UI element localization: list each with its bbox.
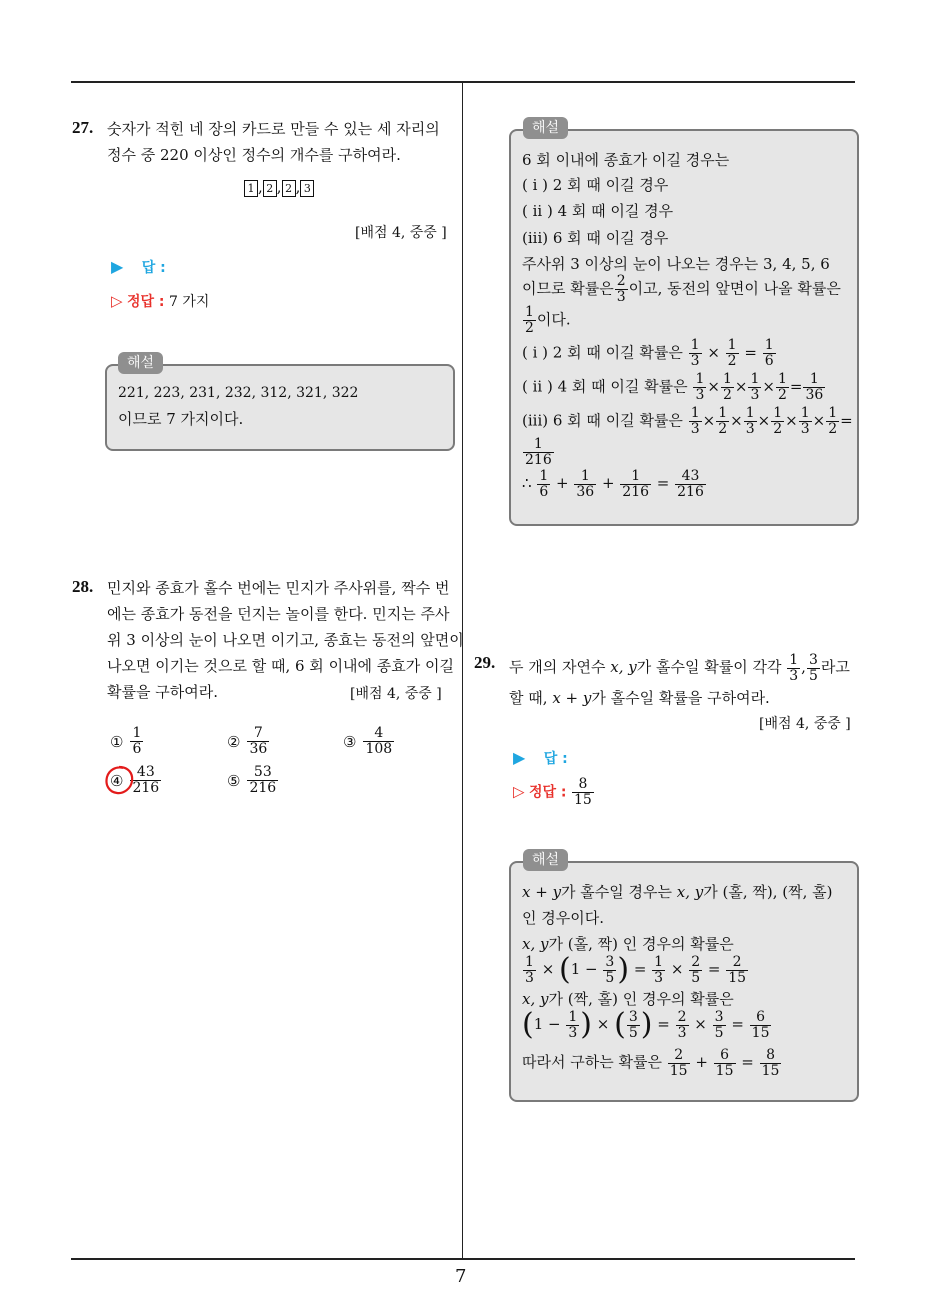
text: 따라서 구하는 확률은 (522, 1053, 662, 1071)
frac-num: 43 (130, 765, 161, 781)
explanation-29-line1 (522, 882, 833, 902)
explanation-tab: 해설 (523, 117, 568, 139)
variable: x, y (676, 883, 704, 901)
option-5[interactable] (227, 765, 279, 796)
question-28-number: 28. (72, 577, 94, 596)
variable: x + y (552, 689, 592, 707)
question-29-correct-row (513, 777, 595, 808)
question-28-text-line4: 나오면 이기는 것으로 할 때, 6 회 이내에 종효가 이길 (107, 657, 455, 675)
card: 1 (244, 180, 258, 197)
variable: x, y (522, 935, 549, 953)
question-29-text-line1: 두 개의 자연수 x, y가 홀수일 확률이 각각 $\frac{1}{3}$ , $\frac{3}{5}$ 라고 (509, 651, 850, 684)
number-cards: 1 , 2 , 2 , 3 (244, 178, 314, 197)
frac-den: 216 (132, 780, 160, 796)
play-arrow-icon: ▶ (513, 748, 526, 767)
frac-num: 8 (572, 777, 594, 793)
frac-den: 36 (249, 741, 268, 757)
text: 이고, 동전의 앞면이 나올 확률은 (628, 279, 841, 298)
explanation-29-line7: 따라서 구하는 확률은 $\frac{2}{15}$ + $\frac{6}{15}$ = $\frac{8}{15}$ (522, 1046, 780, 1079)
question-29-text-line2 (509, 688, 770, 708)
explanation-tab: 해설 (523, 849, 568, 871)
bottom-rule (71, 1258, 855, 1260)
explanation-28-prob2: ( ii ) 4 회 때 이길 확률은 $\frac{1}{3}$ × $\frac{1}{2}$ × $\frac{1}{3}$ × $\frac{1}{2}$ = $\frac{1}{36}$ (522, 371, 824, 403)
text: 가 홀수일 경우는 (561, 883, 673, 901)
explanation-28-line3: ( ii ) 4 회 때 이길 경우 (522, 202, 674, 220)
text: ( i ) 2 회 때 이길 확률은 (522, 343, 683, 362)
card: 2 (282, 180, 296, 197)
explanation-28-line2: ( i ) 2 회 때 이길 경우 (522, 176, 669, 194)
question-28-text-line5: 확률을 구하여라. (107, 683, 218, 701)
question-27-text-line1: 숫자가 적힌 네 장의 카드로 만들 수 있는 세 자리의 (107, 120, 440, 138)
text: (iii) 6 회 때 이길 확률은 (522, 411, 683, 430)
text: 이므로 확률은 (522, 279, 614, 298)
question-27-text-line2: 정수 중 220 이상인 정수의 개수를 구하여라. (107, 146, 401, 164)
question-27-score: [배점 4, 중중 ] (355, 225, 447, 241)
correct-label: 정답 : (529, 784, 567, 801)
question-29-number: 29. (474, 653, 496, 672)
variable: x, y (522, 990, 549, 1008)
frac-den: 6 (132, 741, 142, 757)
option-mark: ② (227, 732, 241, 751)
answer-label: 답 : (543, 751, 568, 767)
correct-value: 7 가지 (168, 294, 210, 310)
column-divider (462, 83, 463, 1260)
text: 가 (짝, 홀) 인 경우의 확률은 (548, 990, 734, 1008)
therefore-symbol: ∴ (522, 474, 532, 492)
option-mark: ③ (343, 732, 357, 751)
text: 두 개의 자연수 (509, 658, 606, 676)
text: 가 (홀, 짝), (짝, 홀) (703, 883, 833, 901)
frac-num: 4 (363, 726, 394, 742)
question-27-correct-row (111, 291, 209, 311)
text: 가 홀수일 확률이 각각 (636, 658, 782, 676)
correct-label: 정답 : (127, 294, 165, 310)
answer-label: 답 : (141, 260, 166, 276)
explanation-27-line1: 221, 223, 231, 232, 312, 321, 322 (118, 385, 359, 401)
option-1[interactable] (110, 726, 144, 757)
card: 2 (263, 180, 277, 197)
frac-num: 1 (132, 725, 142, 741)
explanation-29-line4: $\frac{1}{3}$ × (1 − $\frac{3}{5}$ ) = $\frac{1}{3}$ × $\frac{2}{5}$ = $\frac{2}{15}$ (525, 952, 747, 987)
page-number: 7 (455, 1266, 467, 1287)
explanation-28-line5: 주사위 3 이상의 눈이 나오는 경우는 3, 4, 5, 6 (522, 255, 830, 273)
explanation-28-line1: 6 회 이내에 종효가 이길 경우는 (522, 151, 730, 169)
explanation-tab: 해설 (118, 352, 163, 374)
outline-arrow-icon: ▷ (513, 782, 525, 801)
frac-den: 216 (249, 780, 277, 796)
explanation-28-prob1: ( i ) 2 회 때 이길 확률은 $\frac{1}{3}$ × $\frac{1}{2}$ = $\frac{1}{6}$ (522, 337, 774, 369)
question-28-text-line3: 위 3 이상의 눈이 나오면 이기고, 종효는 동전의 앞면이 (107, 631, 464, 649)
option-mark: ① (110, 732, 124, 751)
option-mark: ⑤ (227, 771, 241, 790)
explanation-29-line6: (1 − $\frac{1}{3}$ ) × ( $\frac{3}{5}$ ) = $\frac{2}{3}$ × $\frac{3}{5}$ = $\frac{6}{15}$ (522, 1007, 770, 1042)
text: 라고 (820, 658, 850, 676)
option-2[interactable] (227, 726, 270, 757)
selected-answer-circle (103, 764, 135, 796)
explanation-28-line4: (iii) 6 회 때 이길 경우 (522, 229, 669, 247)
play-arrow-icon: ▶ (111, 257, 124, 276)
question-28-text-line2: 에는 종효가 동전을 던지는 놀이를 한다. 민지는 주사 (107, 605, 450, 623)
explanation-28-line6: 이므로 확률은 $\frac{2}{3}$ 이고, 동전의 앞면이 나올 확률은 (522, 273, 841, 305)
top-rule (71, 81, 855, 83)
card: 3 (300, 180, 314, 197)
explanation-box-27 (105, 364, 455, 451)
text: 가 홀수일 확률을 구하여라. (591, 689, 770, 707)
frac-num: 7 (247, 726, 269, 742)
explanation-28-prob3: (iii) 6 회 때 이길 확률은 $\frac{1}{3}$ × $\frac{1}{2}$ × $\frac{1}{3}$ × $\frac{1}{2}$ × $\frac{1}{3}$ × $\frac{1}{2}$ = (522, 405, 853, 437)
text: 할 때, (509, 689, 548, 707)
explanation-28-prob3-result: $\frac{1}{216}$ (525, 435, 552, 468)
frac-den: 15 (573, 792, 592, 808)
question-28-score: [배점 4, 중중 ] (350, 686, 442, 702)
frac-num: 53 (247, 765, 278, 781)
variable: x, y (610, 658, 637, 676)
outline-arrow-icon: ▷ (111, 292, 123, 310)
explanation-28-line7: $\frac{1}{2}$ 이다. (525, 304, 571, 336)
option-mark: ④ (110, 771, 124, 790)
option-3[interactable] (343, 726, 395, 757)
text: 가 (홀, 짝) 인 경우의 확률은 (548, 935, 734, 953)
question-27-answer-row (111, 257, 166, 277)
question-29-score: [배점 4, 중중 ] (759, 716, 851, 732)
variable: x + y (522, 883, 562, 901)
frac-den: 108 (365, 741, 393, 757)
explanation-29-line2: 인 경우이다. (522, 909, 604, 927)
text: ( ii ) 4 회 때 이길 확률은 (522, 377, 688, 396)
text: 이다. (536, 310, 571, 329)
question-27-number: 27. (72, 118, 94, 137)
explanation-28-sum: ∴ $\frac{1}{6}$ + $\frac{1}{36}$ + $\frac{1}{216}$ = $\frac{43}{216}$ (522, 467, 704, 500)
question-29-answer-row (513, 748, 568, 768)
explanation-27-line2: 이므로 7 가지이다. (118, 410, 244, 428)
question-28-text-line1: 민지와 종효가 홀수 번에는 민지가 주사위를, 짝수 번 (107, 579, 450, 597)
